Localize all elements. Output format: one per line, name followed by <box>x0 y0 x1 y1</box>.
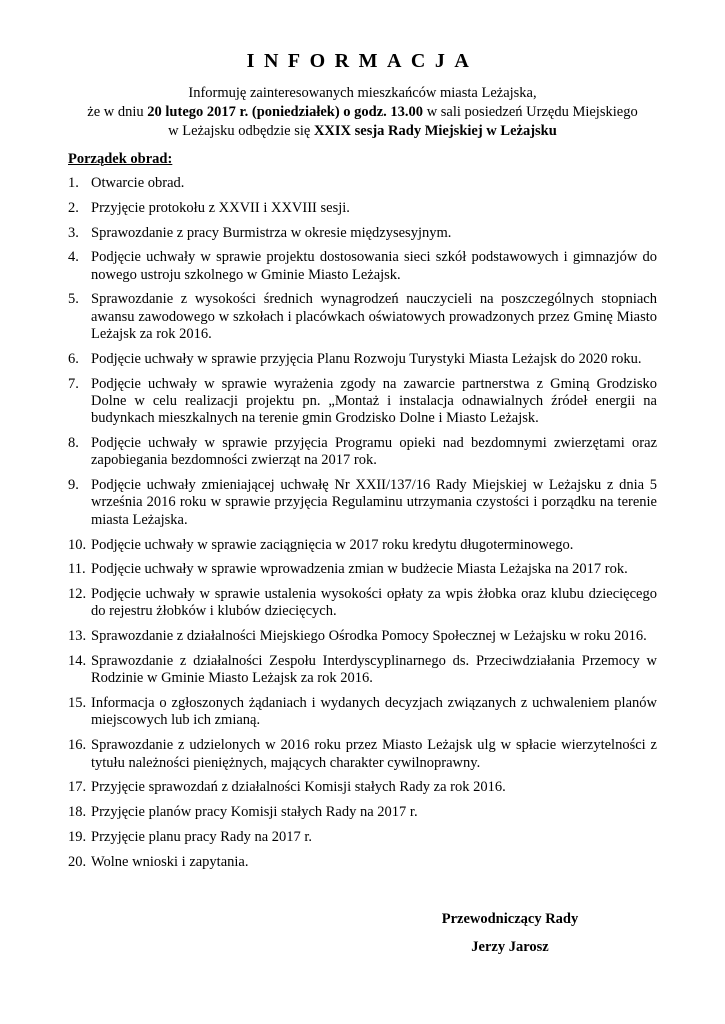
agenda-item <box>68 653 657 688</box>
agenda-item-number: 20. <box>68 853 87 870</box>
agenda-item-number: 9. <box>68 477 79 494</box>
intro-line-1: Informuję zainteresowanych mieszkańców miasta Leżajska, <box>188 85 537 101</box>
agenda-item <box>68 175 657 192</box>
agenda-item-number: 17. <box>68 779 87 796</box>
agenda-item-number: 19. <box>68 828 87 845</box>
agenda-item-text: Przyjęcie planu pracy Rady na 2017 r. <box>91 828 313 845</box>
intro-line-3: w Leżajsku odbędzie się XXIX sesja Rady Miejskiej w Leżajsku <box>168 123 557 139</box>
signature-role: Przewodniczący Rady <box>441 911 579 927</box>
agenda-item-number: 11. <box>68 561 86 578</box>
agenda-item <box>68 291 657 343</box>
signature-name: Jerzy Jarosz <box>471 939 549 955</box>
agenda-item-number: 6. <box>68 350 79 367</box>
agenda-item <box>68 200 657 217</box>
agenda-item-text: Podjęcie uchwały w sprawie wyrażenia zgody na zawarcie partnerstwa z Gminą Grodzisko Dolne w celu realizacji projektu pn. „Montaż i instalacja odnawialnych źródeł energii na budynkach mieszkalnych na terenie gmin Grodzisko Dolne i Miasto Leżajsk. <box>91 375 657 427</box>
agenda-item <box>68 737 657 772</box>
agenda-item <box>68 249 657 284</box>
agenda-item <box>68 829 657 846</box>
agenda-item-number: 3. <box>68 224 79 241</box>
agenda-item <box>68 537 657 554</box>
agenda-item-text: Otwarcie obrad. <box>91 175 185 191</box>
agenda-item-number: 8. <box>68 435 79 452</box>
agenda-item-number: 16. <box>68 737 87 754</box>
agenda-item-text: Sprawozdanie z wysokości średnich wynagrodzeń nauczycieli na poszczególnych stopniach awansu zawodowego w szkołach i placówkach oświatowych prowadzonych przez Gminę Miasto Leżajsk za rok 2016. <box>91 291 657 343</box>
agenda-item <box>68 854 657 871</box>
agenda-item <box>68 351 657 368</box>
agenda-item-text: Podjęcie uchwały w sprawie przyjęcia Programu opieki nad bezdomnymi zwierzętami oraz zapobiegania bezdomności zwierząt na 2017 rok. <box>91 435 657 469</box>
page-title: INFORMACJA <box>246 50 479 72</box>
agenda-item-text: Podjęcie uchwały w sprawie zaciągnięcia w 2017 roku kredytu długoterminowego. <box>91 536 574 553</box>
agenda-item-number: 18. <box>68 804 87 821</box>
agenda-item-number: 7. <box>68 375 79 392</box>
agenda-item <box>68 804 657 821</box>
agenda-item-number: 13. <box>68 628 87 645</box>
agenda-item-text: Przyjęcie planów pracy Komisji stałych Rady na 2017 r. <box>91 804 418 821</box>
agenda-item-number: 12. <box>68 586 87 603</box>
agenda-item <box>68 376 657 428</box>
agenda-item-text: Przyjęcie protokołu z XXVII i XXVIII sesji. <box>91 199 350 216</box>
agenda-list <box>68 175 657 879</box>
agenda-item-text: Sprawozdanie z udzielonych w 2016 roku przez Miasto Leżajsk ulg w spłacie wierzytelności z tytułu należności pieniężnych, mających charakter cywilnoprawny. <box>91 737 657 771</box>
agenda-item <box>68 435 657 470</box>
agenda-item-text: Sprawozdanie z pracy Burmistrza w okresie międzysesyjnym. <box>91 224 452 241</box>
agenda-item <box>68 561 657 578</box>
agenda-item-number: 15. <box>68 695 87 712</box>
agenda-item <box>68 477 657 529</box>
agenda-item-number: 2. <box>68 199 79 216</box>
agenda-item <box>68 628 657 645</box>
intro-session: XXIX sesja Rady Miejskiej w Leżajsku <box>313 123 557 139</box>
agenda-item-text: Podjęcie uchwały w sprawie przyjęcia Planu Rozwoju Turystyki Miasta Leżajsk do 2020 roku. <box>91 350 642 367</box>
intro-line-2: że w dniu 20 lutego 2017 r. (poniedziałek) o godz. 13.00 w sali posiedzeń Urzędu Miejskiego <box>87 104 638 120</box>
agenda-heading: Porządek obrad: <box>68 151 173 167</box>
agenda-item-text: Przyjęcie sprawozdań z działalności Komisji stałych Rady za rok 2016. <box>91 779 506 796</box>
agenda-item-text: Wolne wnioski i zapytania. <box>91 853 249 870</box>
agenda-item <box>68 586 657 621</box>
agenda-item-text: Sprawozdanie z działalności Zespołu Interdyscyplinarnego ds. Przeciwdziałania Przemocy w Rodzinie w Gminie Miasto Leżajsk za rok 2016. <box>91 653 657 687</box>
agenda-item <box>68 779 657 796</box>
agenda-item-number: 1. <box>68 175 79 191</box>
agenda-item <box>68 695 657 730</box>
agenda-item-text: Sprawozdanie z działalności Miejskiego Ośrodka Pomocy Społecznej w Leżajsku w roku 2016. <box>91 628 647 645</box>
agenda-item-text: Podjęcie uchwały zmieniającej uchwałę Nr XXII/137/16 Rady Miejskiej w Leżajsku z dnia 5 września 2016 roku w sprawie przyjęcia Regulaminu utrzymania czystości i porządku na terenie miasta Leżajska. <box>91 477 657 528</box>
agenda-item <box>68 225 657 242</box>
intro-paragraph <box>40 84 685 141</box>
agenda-item-text: Informacja o zgłoszonych żądaniach i wydanych decyzjach związanych z uchwaleniem planów miejscowych lub ich zmianą. <box>91 695 657 729</box>
agenda-item-text: Podjęcie uchwały w sprawie wprowadzenia zmian w budżecie Miasta Leżajska na 2017 rok. <box>91 561 628 578</box>
agenda-item-number: 5. <box>68 291 79 308</box>
agenda-item-number: 10. <box>68 536 87 553</box>
agenda-item-text: Podjęcie uchwały w sprawie ustalenia wysokości opłaty za wpis żłobka oraz klubu dziecięcego do rejestru żłobków i klubów dziecięcych. <box>91 586 657 620</box>
agenda-item-number: 14. <box>68 653 87 670</box>
agenda-item-number: 4. <box>68 249 79 266</box>
intro-date: 20 lutego 2017 r. (poniedziałek) o godz. 13.00 <box>147 104 424 120</box>
agenda-item-text: Podjęcie uchwały w sprawie projektu dostosowania sieci szkół podstawowych i gimnazjów do nowego ustroju szkolnego w Gminie Miasto Leżajsk. <box>91 249 657 283</box>
